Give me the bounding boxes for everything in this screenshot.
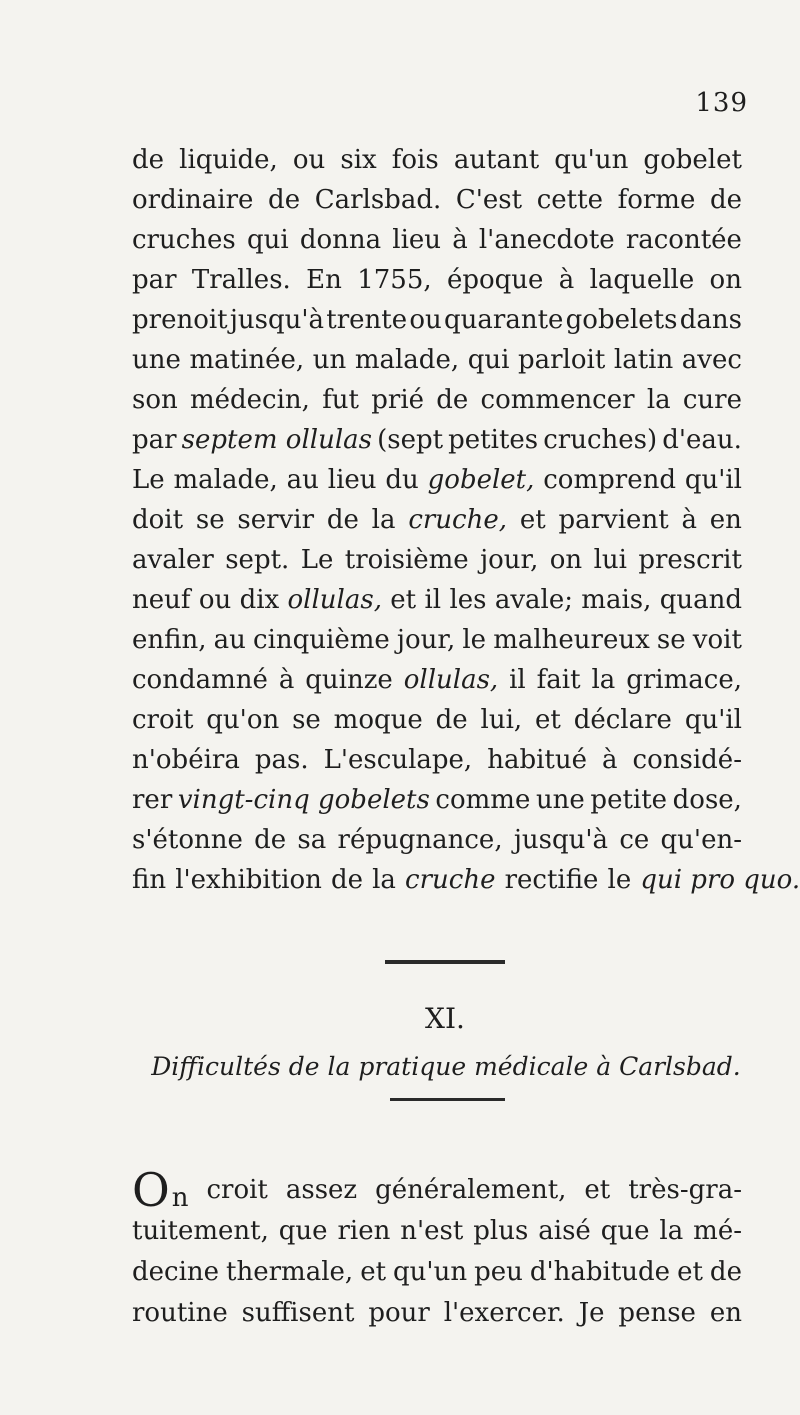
word: matinée, xyxy=(189,345,305,375)
word: cinquième xyxy=(253,625,390,655)
word: comprend xyxy=(543,465,676,495)
word: voit xyxy=(692,625,742,655)
word: C'est xyxy=(455,185,523,215)
word: sa xyxy=(297,825,327,855)
word: parloit xyxy=(517,345,606,375)
drop-capital: O xyxy=(132,1163,170,1217)
word: qu'un xyxy=(554,145,629,175)
word: jour, xyxy=(396,625,456,655)
word: que xyxy=(278,1216,328,1246)
word: parvient xyxy=(558,505,669,535)
word: de xyxy=(330,865,364,895)
word: autant xyxy=(453,145,540,175)
word: avale; xyxy=(494,585,573,615)
word: se xyxy=(292,705,321,735)
word: servir xyxy=(237,505,315,535)
word: septem ollulas xyxy=(181,425,372,455)
word: en xyxy=(709,1298,742,1328)
word: racontée xyxy=(625,225,742,255)
word: la xyxy=(371,505,396,535)
text-line xyxy=(132,460,742,500)
word: avec xyxy=(681,345,742,375)
word: dix xyxy=(239,585,280,615)
word: liquide, xyxy=(179,145,278,175)
word: de xyxy=(326,505,359,535)
word: rien xyxy=(337,1216,391,1246)
word: qui xyxy=(246,225,289,255)
word: latin xyxy=(613,345,674,375)
word: six xyxy=(340,145,377,175)
word: suffisent xyxy=(241,1298,355,1328)
word: ce xyxy=(619,825,650,855)
word: qu'on xyxy=(206,705,280,735)
word: avaler xyxy=(132,545,214,575)
word: de xyxy=(132,145,165,175)
text-line xyxy=(132,780,742,820)
paragraph-1 xyxy=(132,140,800,900)
word: l'exhibition xyxy=(175,865,322,895)
text-line xyxy=(132,1163,742,1217)
word: de xyxy=(436,385,469,415)
word: dans xyxy=(679,305,742,335)
word: pas. xyxy=(254,745,309,775)
word: de xyxy=(254,825,287,855)
word: généralement, xyxy=(375,1175,567,1205)
word: malheureux xyxy=(493,625,650,655)
word: croit xyxy=(132,705,194,735)
word: pense xyxy=(618,1298,696,1328)
word: qu'un xyxy=(393,1257,468,1287)
word: on xyxy=(549,545,583,575)
word: lieu xyxy=(327,465,377,495)
word: la xyxy=(591,665,616,695)
word: répugnance, xyxy=(337,825,503,855)
word: de xyxy=(268,185,301,215)
word: doit xyxy=(132,505,184,535)
word: déclare xyxy=(573,705,672,735)
word: lieu xyxy=(392,225,442,255)
word: peu xyxy=(474,1257,523,1287)
word: il xyxy=(424,585,442,615)
word: jour, xyxy=(480,545,539,575)
text-line xyxy=(132,660,742,700)
word: sept. xyxy=(225,545,290,575)
text-line xyxy=(132,700,742,740)
word: du xyxy=(385,465,419,495)
word: rer xyxy=(132,785,173,815)
word: cruche, xyxy=(408,505,508,535)
word: fin xyxy=(132,865,167,895)
word: n'est xyxy=(400,1216,464,1246)
word: et xyxy=(677,1257,703,1287)
word: l'exercer. xyxy=(443,1298,565,1328)
text-line xyxy=(132,340,742,380)
word: malade, xyxy=(354,345,460,375)
word: son xyxy=(132,385,178,415)
word: gobelet xyxy=(643,145,742,175)
word: à xyxy=(602,745,618,775)
page-number: 139 xyxy=(695,88,748,118)
word: malade, xyxy=(173,465,278,495)
text-line xyxy=(132,1293,742,1334)
word: vingt-cinq gobelets xyxy=(177,785,430,815)
word: neuf xyxy=(132,585,191,615)
word: qui xyxy=(467,345,510,375)
word: grimace, xyxy=(626,665,742,695)
word: L'esculape, xyxy=(323,745,473,775)
section-divider-rule xyxy=(385,960,505,964)
word: En xyxy=(306,265,342,295)
section-title: Difficultés de la pratique médicale à Carlsbad. xyxy=(151,1052,741,1081)
word: mais, xyxy=(581,585,652,615)
word: ou xyxy=(198,585,232,615)
word: ordinaire xyxy=(132,185,254,215)
word: médecin, xyxy=(189,385,310,415)
text-line xyxy=(132,220,742,260)
word: tuitement, xyxy=(132,1216,269,1246)
word: très-gra- xyxy=(628,1175,742,1205)
word: à xyxy=(558,265,575,295)
word: prescrit xyxy=(638,545,742,575)
text-line xyxy=(132,260,742,300)
word: (sept xyxy=(377,425,444,455)
text-line xyxy=(132,300,742,340)
word: trente xyxy=(326,305,408,335)
word: et xyxy=(535,705,561,735)
word: le xyxy=(462,625,487,655)
word: n'obéira xyxy=(132,745,240,775)
word: et xyxy=(390,585,417,615)
text-line xyxy=(132,740,742,780)
word: une xyxy=(132,345,181,375)
word: n xyxy=(171,1183,189,1213)
word: dose, xyxy=(672,785,742,815)
word: prenoit xyxy=(132,305,228,335)
word: fois xyxy=(391,145,439,175)
word: troisième xyxy=(344,545,469,575)
word: qu'il xyxy=(684,705,742,735)
text-line xyxy=(132,140,742,180)
word: quand xyxy=(659,585,742,615)
word: pour xyxy=(368,1298,430,1328)
word: aisé xyxy=(538,1216,591,1246)
word: lui, xyxy=(480,705,523,735)
word: rectifie xyxy=(504,865,599,895)
word: les xyxy=(449,585,487,615)
word: de xyxy=(709,185,742,215)
word: qui pro quo. xyxy=(640,865,800,895)
word: thermale, xyxy=(226,1257,354,1287)
text-line xyxy=(132,820,742,860)
word: prié xyxy=(371,385,425,415)
word: et xyxy=(584,1175,611,1205)
word: le xyxy=(607,865,632,895)
word: mé- xyxy=(693,1216,742,1246)
word: cruches xyxy=(132,225,236,255)
word: la xyxy=(646,385,671,415)
section-number: XI. xyxy=(425,1002,465,1035)
word: fut xyxy=(322,385,360,415)
word: cruches) xyxy=(543,425,658,455)
word: à xyxy=(278,665,295,695)
word: s'étonne xyxy=(132,825,243,855)
word: un xyxy=(312,345,347,375)
word: et xyxy=(360,1257,387,1287)
text-line xyxy=(132,420,742,460)
word: et xyxy=(519,505,546,535)
word: laquelle xyxy=(589,265,695,295)
paragraph-2 xyxy=(132,1163,742,1334)
word: que xyxy=(600,1216,650,1246)
word: il xyxy=(509,665,526,695)
text-line xyxy=(132,380,742,420)
word: donna xyxy=(299,225,382,255)
word: jusqu'à xyxy=(229,305,325,335)
word: par xyxy=(132,265,177,295)
word: enfin, xyxy=(132,625,207,655)
word: au xyxy=(286,465,319,495)
word: decine xyxy=(132,1257,220,1287)
word: Je xyxy=(578,1298,605,1328)
word: considé- xyxy=(632,745,742,775)
word: une xyxy=(535,785,585,815)
word: époque xyxy=(446,265,544,295)
word: jusqu'à xyxy=(513,825,609,855)
word: de xyxy=(435,705,468,735)
text-line xyxy=(132,1252,742,1293)
word: habitué xyxy=(487,745,587,775)
word: qu'en- xyxy=(660,825,742,855)
word: Carlsbad. xyxy=(314,185,442,215)
word: la xyxy=(372,865,396,895)
word: fait xyxy=(536,665,581,695)
word: quarante xyxy=(444,305,564,335)
word: à xyxy=(452,225,468,255)
text-line xyxy=(132,500,742,540)
word: plus xyxy=(473,1216,529,1246)
title-underline-rule xyxy=(390,1098,505,1101)
word: Le xyxy=(132,465,165,495)
word: ou xyxy=(409,305,442,335)
word: gobelets xyxy=(565,305,678,335)
word: cruche xyxy=(405,865,496,895)
word: 1755, xyxy=(357,265,432,295)
word: ollulas, xyxy=(403,665,499,695)
word: d'eau. xyxy=(662,425,742,455)
word: routine xyxy=(132,1298,228,1328)
word: Le xyxy=(300,545,334,575)
word: petite xyxy=(590,785,668,815)
word: l'anecdote xyxy=(478,225,615,255)
word: par xyxy=(132,425,177,455)
word: quinze xyxy=(305,665,393,695)
word: cure xyxy=(682,385,742,415)
word: moque xyxy=(333,705,423,735)
word: se xyxy=(656,625,686,655)
word: condamné xyxy=(132,665,268,695)
word: de xyxy=(709,1257,742,1287)
text-line xyxy=(132,180,742,220)
word: au xyxy=(213,625,246,655)
word: la xyxy=(659,1216,684,1246)
word: on xyxy=(709,265,742,295)
word: forme xyxy=(617,185,696,215)
word: ou xyxy=(292,145,326,175)
word: en xyxy=(709,505,742,535)
text-line xyxy=(132,1211,742,1252)
word: Tralles. xyxy=(191,265,291,295)
first-word xyxy=(132,1163,189,1217)
word: assez xyxy=(285,1175,358,1205)
word: comme xyxy=(435,785,531,815)
text-line xyxy=(132,620,742,660)
text-line xyxy=(132,540,742,580)
word: se xyxy=(195,505,225,535)
text-line xyxy=(132,580,742,620)
word: croit xyxy=(206,1175,268,1205)
word: gobelet, xyxy=(427,465,535,495)
word: cette xyxy=(536,185,603,215)
word: d'habitude xyxy=(529,1257,671,1287)
word: lui xyxy=(593,545,627,575)
text-line xyxy=(132,860,800,900)
word: commencer xyxy=(480,385,635,415)
word: à xyxy=(681,505,697,535)
word: petites xyxy=(448,425,539,455)
word: ollulas, xyxy=(287,585,382,615)
word: qu'il xyxy=(684,465,742,495)
